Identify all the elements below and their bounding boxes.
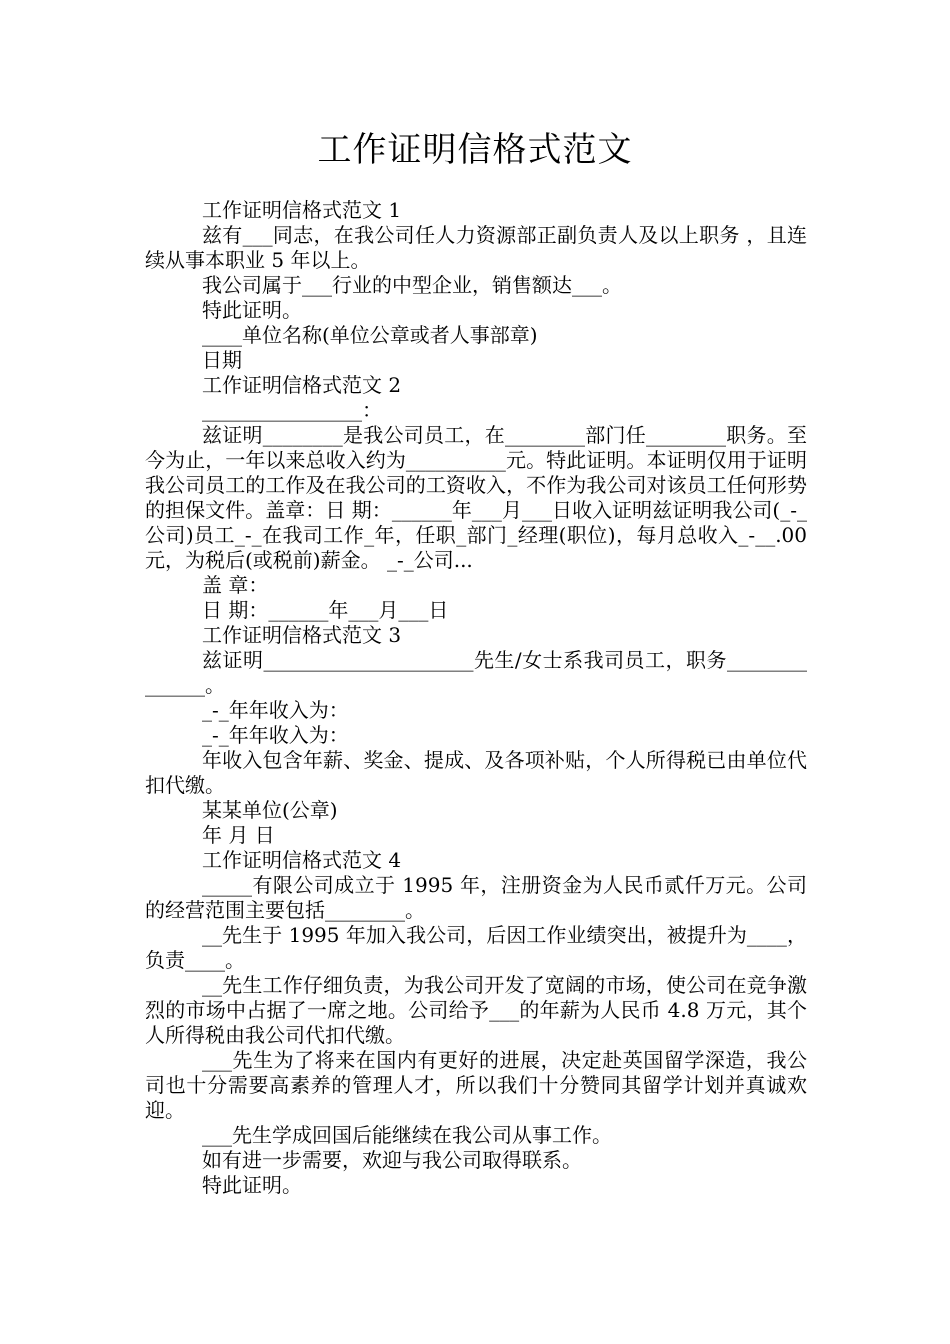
paragraph: _____有限公司成立于 1995 年，注册资金为人民币贰仟万元。公司的经营范围主要包括________。 bbox=[145, 873, 807, 922]
paragraph: 兹证明_____________________先生/女士系我司员工，职务______________。 bbox=[145, 648, 807, 697]
paragraph: __先生于 1995 年加入我公司，后因工作业绩突出，被提升为____，负责____。 bbox=[145, 923, 807, 972]
section-heading-4: 工作证明信格式范文 4 bbox=[202, 848, 402, 872]
paragraph: 特此证明。 bbox=[202, 1173, 302, 1197]
document-title: 工作证明信格式范文 bbox=[317, 130, 633, 170]
paragraph: 特此证明。 bbox=[202, 298, 302, 322]
paragraph: 盖 章： bbox=[202, 573, 269, 597]
paragraph: 某某单位(公章) bbox=[202, 798, 338, 822]
paragraph: 日 期：______年___月___日 bbox=[202, 598, 449, 622]
paragraph: __先生工作仔细负责，为我公司开发了宽阔的市场，使公司在竞争激烈的市场中占据了一席之地。公司给予___的年薪为人民币 4.8 万元，其个人所得税由我公司代扣代缴。 bbox=[145, 973, 807, 1047]
section-heading-2: 工作证明信格式范文 2 bbox=[202, 373, 402, 397]
paragraph: ____单位名称(单位公章或者人事部章) bbox=[202, 323, 538, 347]
section-heading-1: 工作证明信格式范文 1 bbox=[202, 198, 402, 222]
paragraph: 日期 bbox=[202, 348, 242, 372]
paragraph: 年 月 日 bbox=[202, 823, 275, 847]
document-body bbox=[145, 198, 807, 1198]
paragraph: 兹证明________是我公司员工，在________部门任________职务。至今为止，一年以来总收入约为__________元。特此证明。本证明仅用于证明我公司员工的工作及在我公司的工资收入，不作为我公司对该员工任何形势的担保文件。盖章：日 期：______年___月___日收入证明兹证明我公司(_-_公司)员工_-_在我司工作_年，任职_部门_经理(职位)，每月总收入_-__.00 元，为税后(或税前)薪金。 _-_公司... bbox=[145, 423, 807, 572]
paragraph: 我公司属于___行业的中型企业，销售额达___。 bbox=[202, 273, 622, 297]
section-heading-3: 工作证明信格式范文 3 bbox=[202, 623, 402, 647]
paragraph: _-_年年收入为： bbox=[202, 698, 349, 722]
paragraph: ___先生为了将来在国内有更好的进展，决定赴英国留学深造，我公司也十分需要高素养的管理人才，所以我们十分赞同其留学计划并真诚欢迎。 bbox=[145, 1048, 807, 1122]
paragraph: ___先生学成回国后能继续在我公司从事工作。 bbox=[202, 1123, 612, 1147]
paragraph: 如有进一步需要，欢迎与我公司取得联系。 bbox=[202, 1148, 582, 1172]
paragraph: ________________： bbox=[202, 398, 382, 422]
paragraph: 年收入包含年薪、奖金、提成、及各项补贴，个人所得税已由单位代扣代缴。 bbox=[145, 748, 807, 797]
paragraph: 兹有___同志，在我公司任人力资源部正副负责人及以上职务 ，且连续从事本职业 5 年以上。 bbox=[145, 223, 807, 272]
paragraph: _-_年年收入为： bbox=[202, 723, 349, 747]
